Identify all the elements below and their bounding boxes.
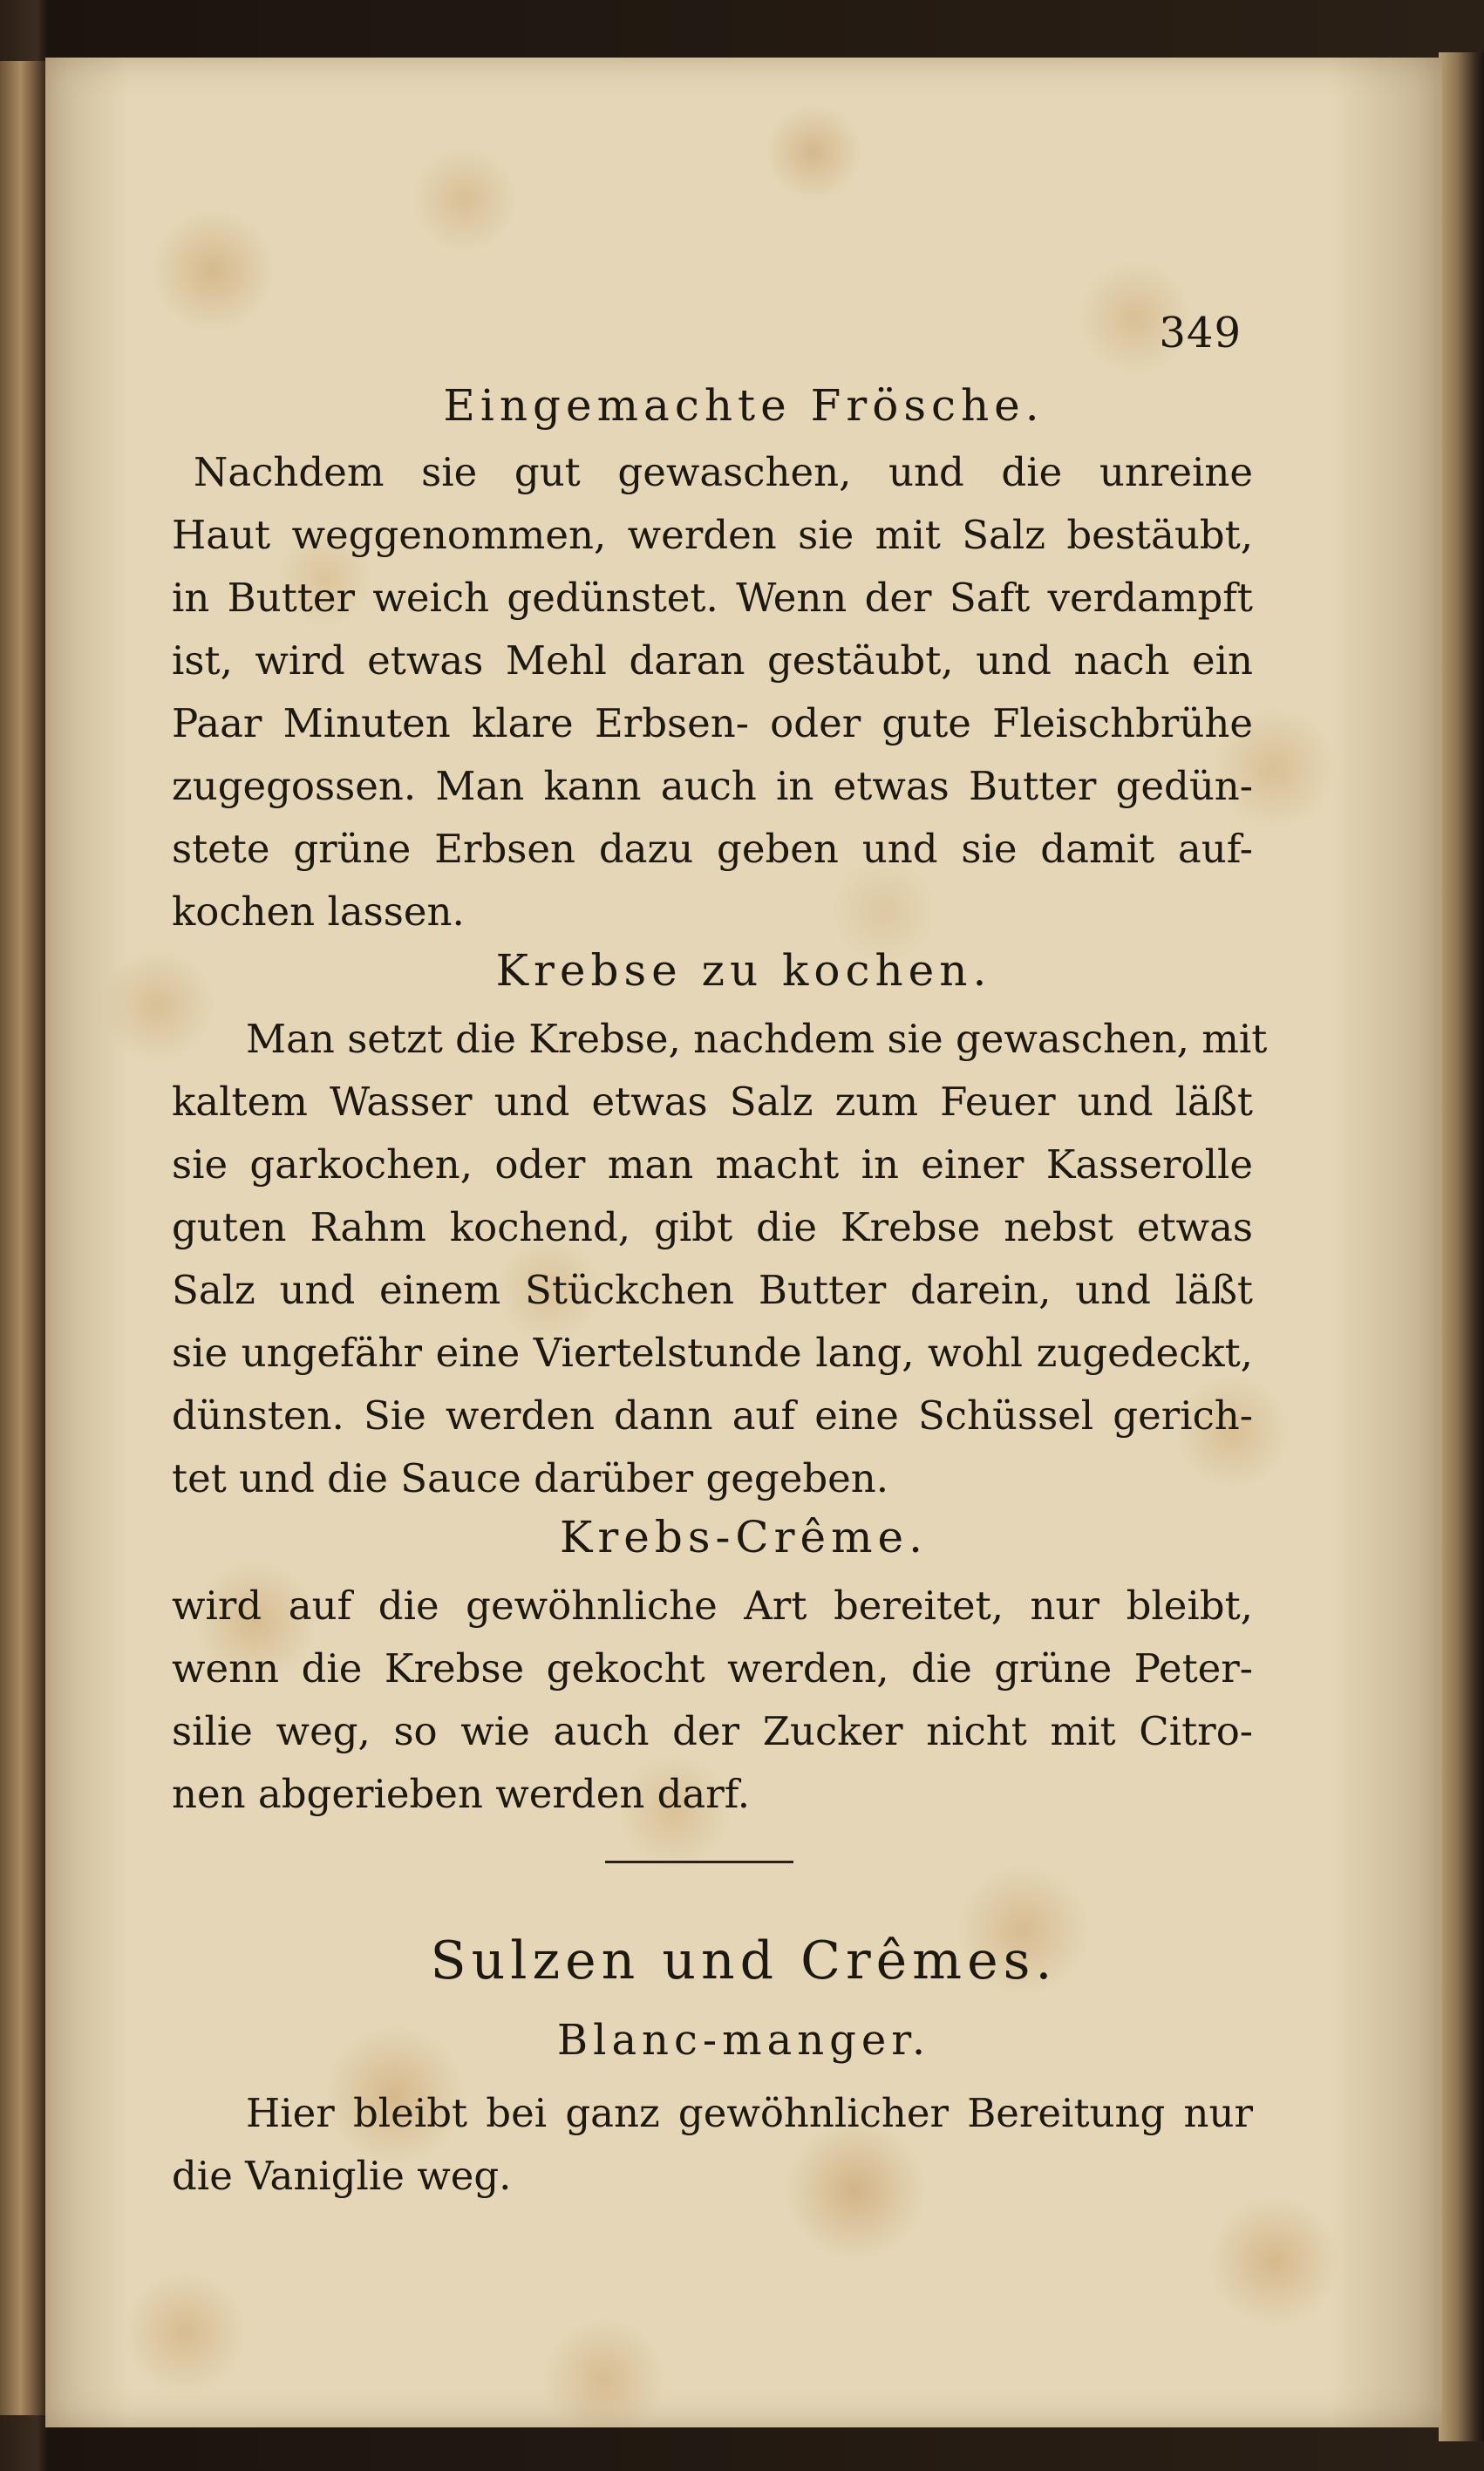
text-line: stete grüne Erbsen dazu geben und sie damit auf- [172,826,1253,872]
section-divider [605,1861,793,1863]
text-line: wird auf die gewöhnliche Art bereitet, nur bleibt, [172,1583,1253,1629]
text-line: Paar Minuten klare Erbsen- oder gute Fleischbrühe [172,700,1253,746]
text-line: Man setzt die Krebse, nachdem sie gewaschen, mit [246,1016,1268,1062]
text-line: silie weg, so wie auch der Zucker nicht mit Citro- [172,1708,1253,1754]
section-heading-froesche: Eingemachte Frösche. [443,380,1045,431]
text-line: kochen lassen. [172,888,465,935]
section-heading-krebse-zu-kochen: Krebse zu kochen. [495,945,992,996]
text-line: Hier bleibt bei ganz gewöhnlicher Bereitung nur [246,2090,1253,2136]
text-line: Haut weggenommen, werden sie mit Salz bestäubt, [172,512,1253,558]
text-line: guten Rahm kochend, gibt die Krebse nebst etwas [172,1204,1253,1250]
text-line: in Butter weich gedünstet. Wenn der Saft verdampft [172,575,1253,621]
book-page [45,58,1442,2427]
text-line: tet und die Sauce darüber gegeben. [172,1455,889,1501]
left-page-edge [0,61,45,2415]
recipe-heading-blanc-manger: Blanc-manger. [556,2016,931,2065]
text-line: sie ungefähr eine Viertelstunde lang, wohl zugedeckt, [172,1330,1253,1376]
text-line: zugegossen. Man kann auch in etwas Butter gedün- [172,763,1253,809]
text-line: dünsten. Sie werden dann auf eine Schüssel gerich- [172,1392,1253,1439]
text-line: sie garkochen, oder man macht in einer Kasserolle [172,1141,1253,1188]
page-number: 349 [1159,309,1242,357]
text-line: kaltem Wasser und etwas Salz zum Feuer und läßt [172,1079,1253,1125]
text-line: nen abgerieben werden darf. [172,1771,751,1817]
text-line: die Vaniglie weg. [172,2153,512,2199]
section-heading-krebs-creme: Krebs-Crême. [559,1512,929,1562]
text-line: Salz und einem Stückchen Butter darein, und läßt [172,1267,1253,1313]
right-page-edge [1439,52,1484,2441]
text-line: ist, wird etwas Mehl daran gestäubt, und nach ein [172,637,1253,684]
text-line: Nachdem sie gut gewaschen, und die unreine [194,449,1253,495]
text-line: wenn die Krebse gekocht werden, die grüne Peter- [172,1645,1253,1692]
chapter-title: Sulzen und Crêmes. [430,1930,1058,1991]
